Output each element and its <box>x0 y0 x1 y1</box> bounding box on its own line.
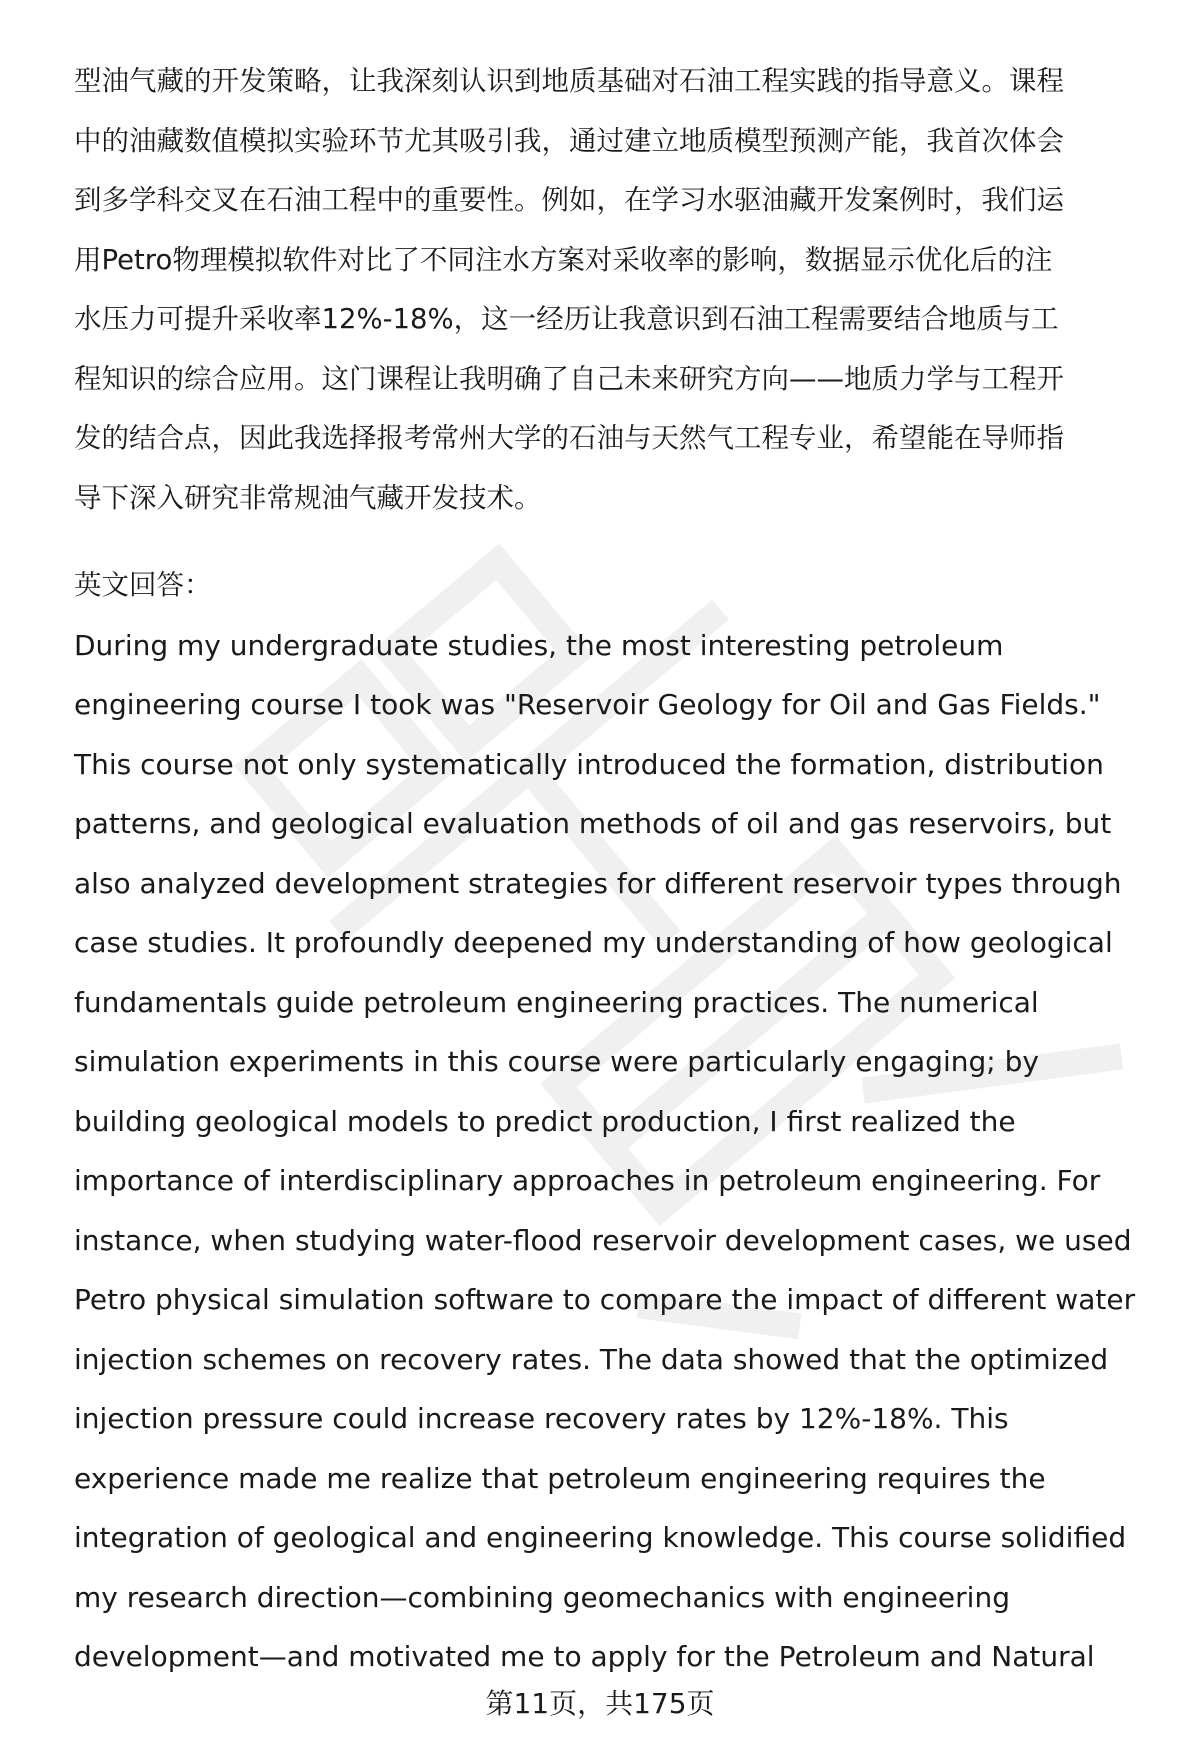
page-number-footer: 第11页，共175页 <box>485 1687 715 1720</box>
english-text-line: Petro physical simulation software to compare the impact of different water <box>74 1283 1136 1316</box>
english-text-line: engineering course I took was "Reservoir Geology for Oil and Gas Fields." <box>74 688 1101 721</box>
english-text-line: importance of interdisciplinary approaches in petroleum engineering. For <box>74 1164 1101 1197</box>
chinese-text-line: 型油气藏的开发策略，让我深刻认识到地质基础对石油工程实践的指导意义。课程 <box>74 65 1064 97</box>
english-answer-heading: 英文回答： <box>74 569 212 601</box>
english-text-line: case studies. It profoundly deepened my understanding of how geological <box>74 926 1113 959</box>
english-text-line: During my undergraduate studies, the most interesting petroleum <box>74 628 1004 662</box>
page-body <box>74 52 1154 1687</box>
english-text-line: simulation experiments in this course were particularly engaging; by <box>74 1045 1039 1078</box>
english-text-line: patterns, and geological evaluation methods of oil and gas reservoirs, but <box>74 807 1112 840</box>
english-text-line: also analyzed development strategies for different reservoir types through <box>74 866 1122 900</box>
english-text-line: experience made me realize that petroleum engineering requires the <box>74 1461 1046 1495</box>
english-text-line: This course not only systematically introduced the formation, distribution <box>74 747 1104 781</box>
chinese-text-line: 到多学科交叉在石油工程中的重要性。例如，在学习水驱油藏开发案例时，我们运 <box>74 184 1064 216</box>
english-text-line: injection pressure could increase recovery rates by 12%-18%. This <box>74 1402 1009 1435</box>
chinese-text-line: 中的油藏数值模拟实验环节尤其吸引我，通过建立地质模型预测产能，我首次体会 <box>74 124 1064 157</box>
english-paragraph <box>74 616 1154 1687</box>
english-text-line: building geological models to predict production, I first realized the <box>74 1104 1016 1138</box>
chinese-text-line: 发的结合点，因此我选择报考常州大学的石油与天然气工程专业，希望能在导师指 <box>74 422 1064 454</box>
english-text-line: injection schemes on recovery rates. The data showed that the optimized <box>74 1342 1109 1376</box>
english-text-line: my research direction—combining geomechanics with engineering <box>74 1580 1010 1614</box>
paragraph-gap <box>74 528 1154 556</box>
chinese-text-line: 水压力可提升采收率12%-18%，这一经历让我意识到石油工程需要结合地质与工 <box>74 303 1059 335</box>
chinese-paragraph <box>74 52 1154 528</box>
chinese-text-line: 用Petro物理模拟软件对比了不同注水方案对采收率的影响，数据显示优化后的注 <box>74 243 1053 276</box>
english-text-line: fundamentals guide petroleum engineering practices. The numerical <box>74 985 1039 1019</box>
chinese-text-line: 导下深入研究非常规油气藏开发技术。 <box>74 481 542 514</box>
english-text-line: development—and motivated me to apply for the Petroleum and Natural <box>74 1640 1095 1673</box>
chinese-text-line: 程知识的综合应用。这门课程让我明确了自己未来研究方向——地质力学与工程开 <box>74 362 1064 395</box>
english-text-line: instance, when studying water-flood reservoir development cases, we used <box>74 1223 1132 1257</box>
english-text-line: integration of geological and engineering knowledge. This course solidified <box>74 1521 1127 1554</box>
